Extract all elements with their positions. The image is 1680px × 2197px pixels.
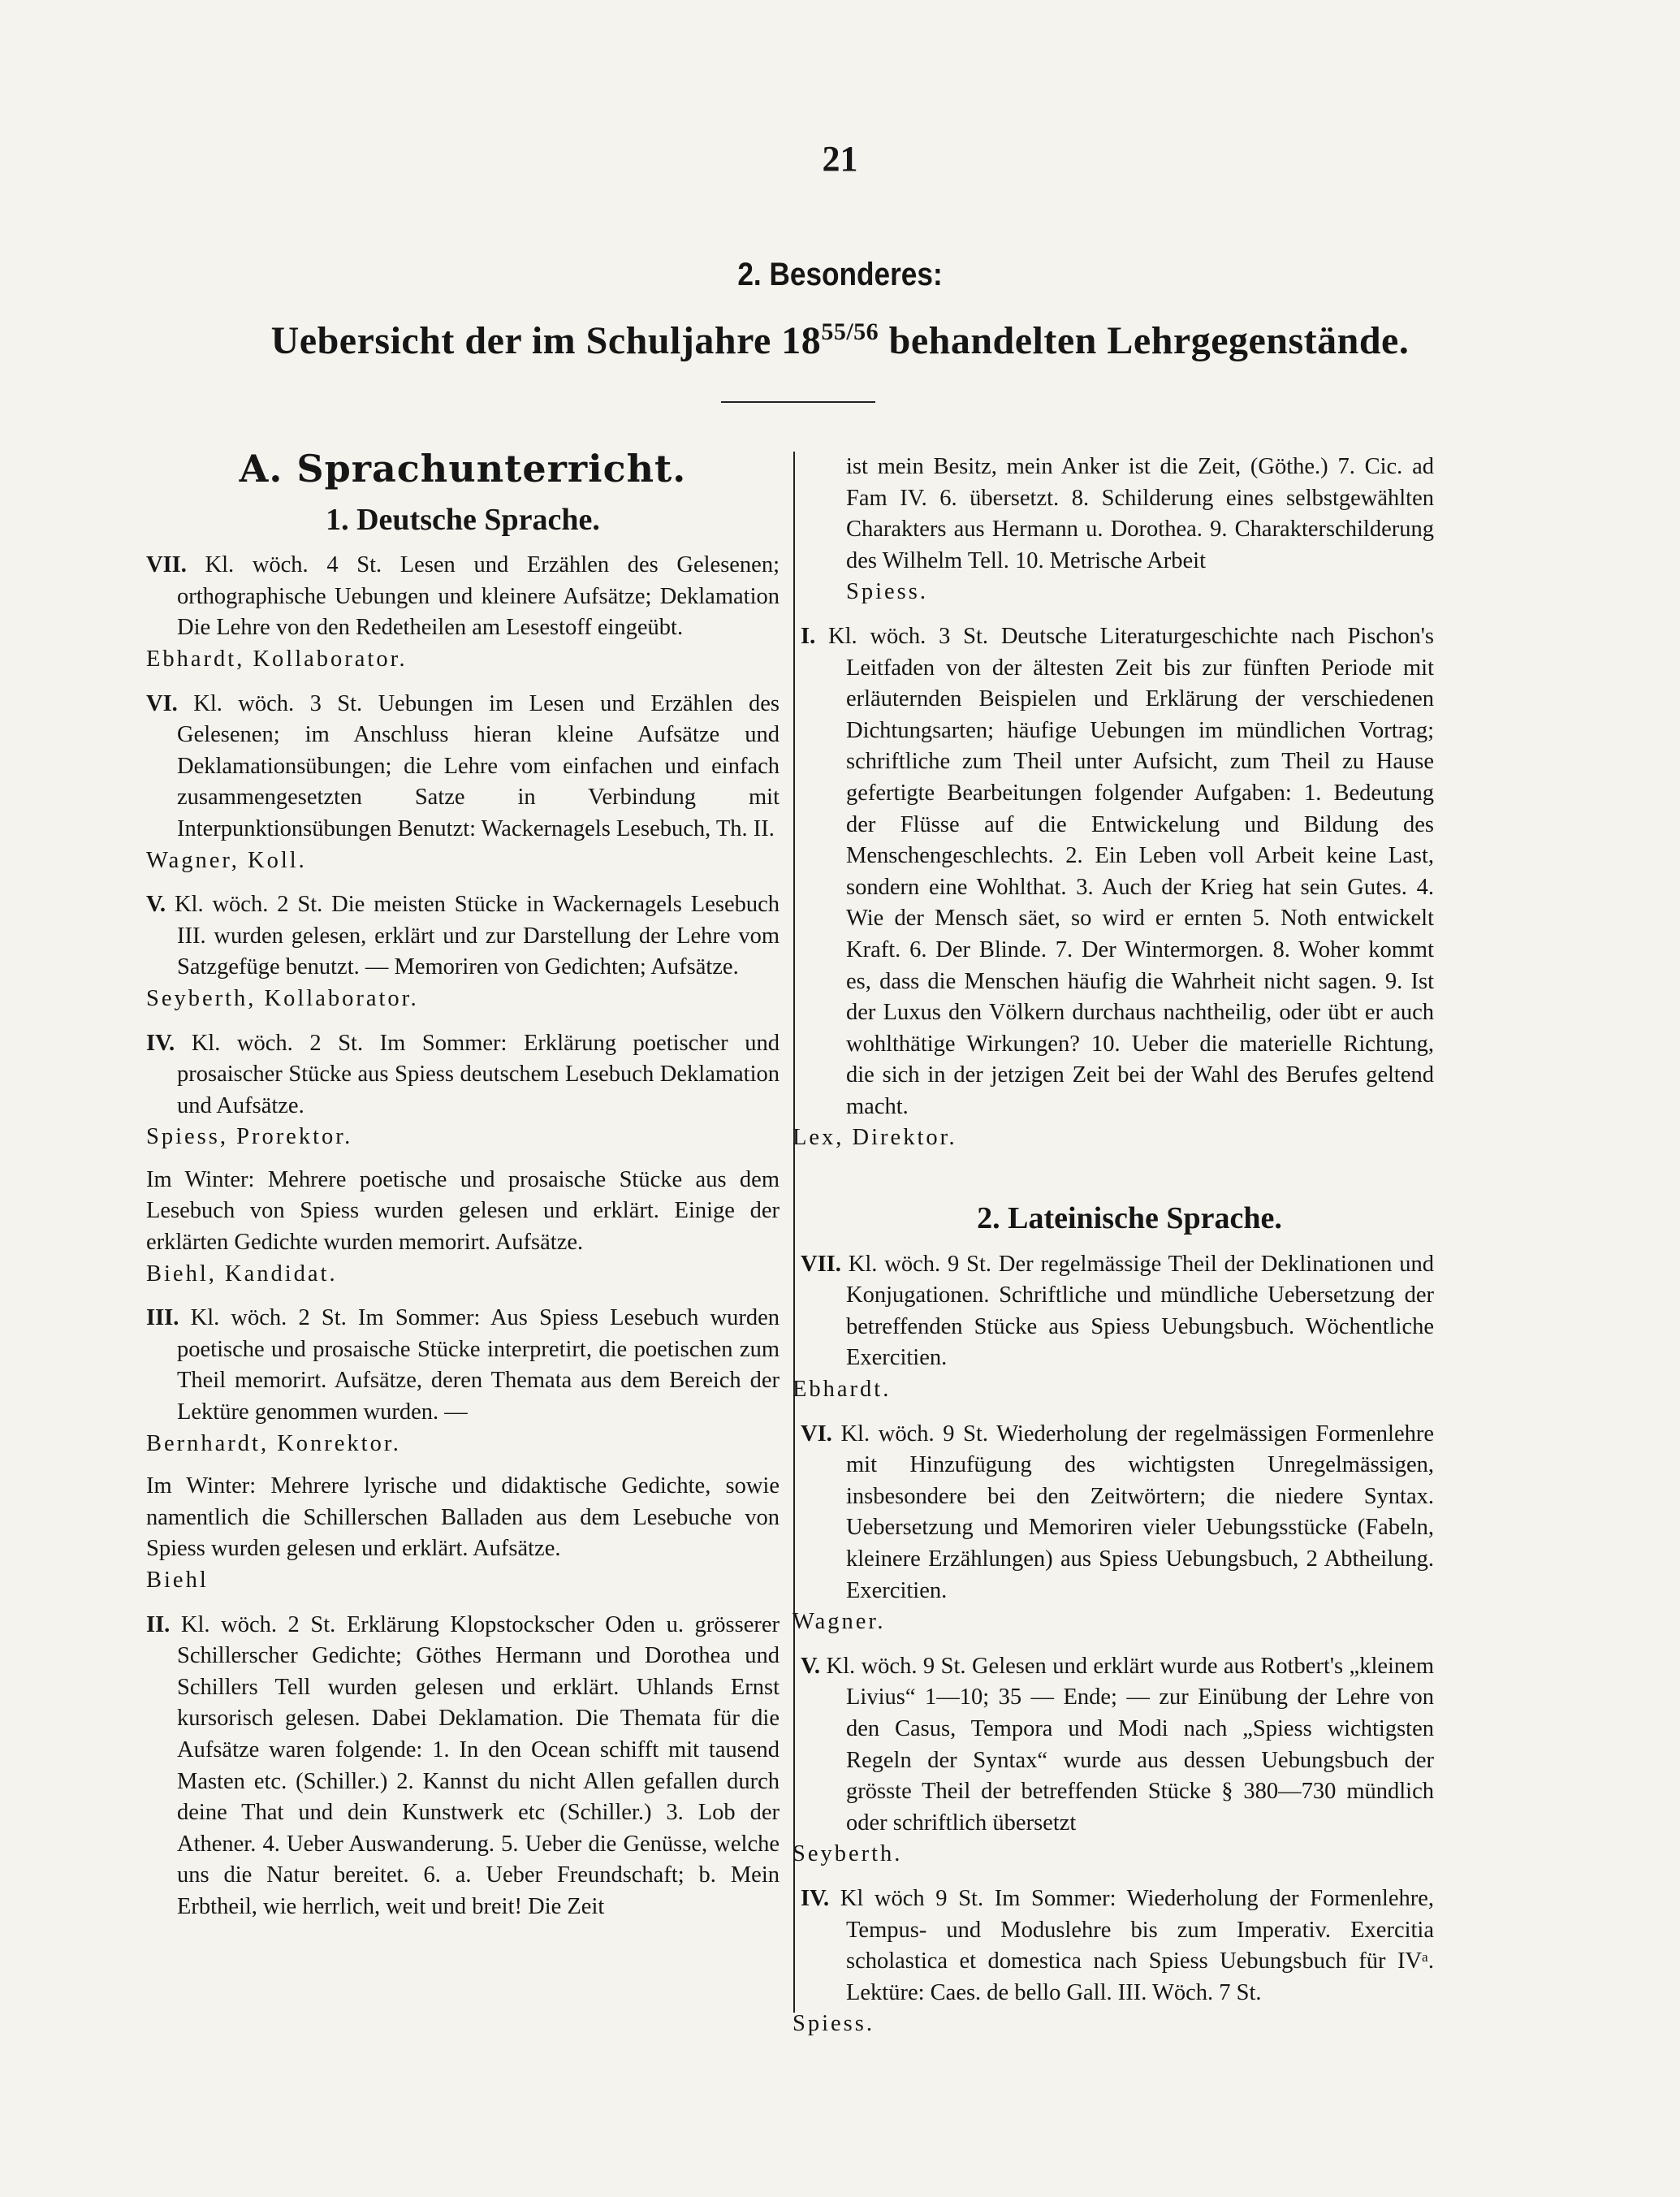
title-fraction: 55/56 xyxy=(821,318,879,345)
section-heading: 2. Besonderes: xyxy=(737,257,943,292)
entry-paragraph xyxy=(792,621,1434,1123)
title-after: behandelten Lehrgegenstände. xyxy=(879,319,1410,362)
entry-paragraph xyxy=(146,889,780,984)
class-label: IV. xyxy=(146,1030,175,1056)
winter-text: Im Winter: Mehrere lyrische und didaktische Gedichte, sowie namentlich die Schillerschen Balladen aus dem Lesebuche von Spiess wurden gelesen und erklärt. Aufsätze. xyxy=(146,1473,780,1562)
teacher-signature: Seyberth, Kollaborator. xyxy=(146,985,419,1011)
entry-latein-v xyxy=(792,1651,1434,1870)
entry-text: Kl. wöch. 2 St. Im Sommer: Erklärung poetischer und prosaischer Stücke aus Spiess deutschem Lesebuch Deklamation und Aufsätze. xyxy=(177,1030,780,1118)
teacher-signature: Spiess. xyxy=(792,2011,875,2037)
main-heading: A. Sprachunterricht. xyxy=(239,447,687,491)
subheading-deutsche-sprache: 1. Deutsche Sprache. xyxy=(326,502,600,537)
entry-paragraph xyxy=(146,689,780,845)
entry-paragraph xyxy=(146,1028,780,1122)
entry-paragraph xyxy=(792,1419,1434,1607)
entry-text: Kl. wöch. 9 St. Wiederholung der regelmässigen Formenlehre mit Hinzufügung des wichtigsten Unregelmässigen, insbesondere bei den Zeitwörtern; die niedere Syntax. Uebersetzung und Memoriren vieler Uebungsstücke (Fabeln, kleinere Erzählungen) aus Spiess Uebungsbuch, 2 Abtheilung. Exercitien. xyxy=(840,1421,1435,1603)
continuation-block xyxy=(792,452,1434,608)
entry-deutsch-vi xyxy=(146,689,780,877)
entry-text: Kl wöch 9 St. Im Sommer: Wiederholung der Formenlehre, Tempus- und Moduslehre bis zum Imperativ. Exercitia scholastica et domestica nach Spiess Uebungsbuch für IVᵃ. Lektüre: Caes. de bello Gall. III. Wöch. 7 St. xyxy=(840,1885,1434,2005)
entry-text: Kl. wöch. 2 St. Im Sommer: Aus Spiess Lesebuch wurden poetische und prosaische Stücke interpretirt, die poetischen zum Theil memorirt. Aufsätze, deren Themata aus dem Bereich der Lektüre genommen wurden. — xyxy=(177,1305,780,1425)
page-number: 21 xyxy=(822,139,858,179)
entry-deutsch-vii xyxy=(146,550,780,675)
entry-latein-vii xyxy=(792,1249,1434,1406)
divider-rule xyxy=(721,401,875,403)
teacher-signature: Ebhardt, Kollaborator. xyxy=(146,646,408,672)
entry-paragraph xyxy=(146,1303,780,1428)
class-label: I. xyxy=(801,623,816,649)
entry-paragraph xyxy=(146,1610,780,1923)
teacher-signature: Wagner. xyxy=(792,1609,886,1635)
entry-paragraph xyxy=(792,1651,1434,1840)
class-label: V. xyxy=(801,1653,821,1679)
entry-paragraph xyxy=(792,1883,1434,2009)
title-before: Uebersicht der im Schuljahre 18 xyxy=(270,319,822,362)
class-label: VI. xyxy=(801,1421,832,1447)
teacher-signature: Bernhardt, Konrektor. xyxy=(146,1430,401,1456)
entry-deutsch-ii xyxy=(146,1610,780,1923)
teacher-signature: Biehl, Kandidat. xyxy=(146,1261,338,1287)
teacher-signature: Seyberth. xyxy=(792,1841,903,1867)
entry-paragraph xyxy=(146,550,780,644)
entry-latein-vi xyxy=(792,1419,1434,1638)
teacher-signature: Lex, Direktor. xyxy=(792,1125,957,1151)
class-label: VI. xyxy=(146,690,178,716)
class-label: III. xyxy=(146,1305,179,1331)
subheading-lateinische-sprache: 2. Lateinische Sprache. xyxy=(977,1201,1282,1236)
entry-text: Kl. wöch. 3 St. Deutsche Literaturgeschichte nach Pischon's Leitfaden von der ältesten Zeit bis zur fünften Periode mit erläuternden Beispielen und Erklärung der verschiedenen Dichtungsarten; häufige Uebungen im mündlichen Vortrag; schriftliche zum Theil unter Aufsicht, zum Theil zu Hause gefertigte Bearbeitungen folgender Aufgaben: 1. Bedeutung der Flüsse auf die Entwickelung und Bildung des Menschengeschlechts. 2. Ein Leben voll Arbeit keine Last, sondern eine Wohlthat. 3. Auch der Krieg hat sein Gutes. 4. Wie der Mensch säet, so wird er ernten 5. Noth entwickelt Kraft. 6. Der Blinde. 7. Der Wintermorgen. 8. Woher kommt es, dass die Menschen häufig die Wahrheit nicht sagen. 9. Ist der Luxus den Völkern durchaus nachtheilig, oder übt er auch wohlthätige Wirkungen? 10. Ueber die materielle Richtung, die sich in der jetzigen Zeit bei der Wahl des Berufes geltend macht. xyxy=(828,623,1434,1119)
class-label: V. xyxy=(146,892,166,918)
winter-text: Im Winter: Mehrere poetische und prosaische Stücke aus dem Lesebuch von Spiess wurden gelesen und erklärt. Einige der erklärten Gedichte wurden memorirt. Aufsätze. xyxy=(146,1166,780,1256)
entry-text: Kl. wöch. 2 St. Die meisten Stücke in Wackernagels Lesebuch III. wurden gelesen, erklärt und zur Darstellung der Lehre vom Satzgefüge benutzt. — Memoriren von Gedichten; Aufsätze. xyxy=(174,892,780,980)
teacher-signature: Spiess. xyxy=(846,579,928,605)
teacher-signature: Wagner, Koll. xyxy=(146,847,307,873)
teacher-signature: Biehl xyxy=(146,1568,209,1593)
entry-text: Kl. wöch. 9 St. Der regelmässige Theil der Deklinationen und Konjugationen. Schriftliche und mündliche Uebersetzung der betreffenden Stücke aus Spiess Uebungsbuch. Wöchentliche Exercitien. xyxy=(846,1251,1434,1371)
right-column xyxy=(792,452,1434,2053)
entry-text: Kl. wöch. 2 St. Erklärung Klopstockscher Oden u. grösserer Schillerscher Gedichte; Göthes Hermann und Dorothea und Schillers Tell wurden gelesen und erklärt. Uhlands Ernst kursorisch gelesen. Dabei Deklamation. Die Themata für die Aufsätze waren folgende: 1. In den Ocean schifft mit tausend Masten etc. (Schiller.) 2. Kannst du nicht Allen gefallen durch deine That und dein Kunstwerk etc (Schiller.) 3. Lob der Athener. 4. Ueber Auswanderung. 5. Ueber die Genüsse, welche uns die Natur bereitet. 6. a. Ueber Freundschaft; b. Mein Erbtheil, wie herrlich, weit und breit! Die Zeit xyxy=(177,1611,780,1919)
teacher-signature: Spiess, Prorektor. xyxy=(146,1124,353,1150)
teacher-signature: Ebhardt. xyxy=(792,1377,892,1403)
class-label: VII. xyxy=(801,1251,841,1277)
entry-text: Kl. wöch. 4 St. Lesen und Erzählen des Gelesenen; orthographische Uebungen und kleinere Aufsätze; Deklamation Die Lehre von den Redetheilen am Lesestoff eingeübt. xyxy=(177,552,780,641)
entry-deutsch-v xyxy=(146,889,780,1014)
entry-text: Kl. wöch. 9 St. Gelesen und erklärt wurde aus Rotbert's „kleinem Livius“ 1—10; 35 — Ende; — zur Einübung der Lehre von den Casus, Tempora und Modi nach „Spiess wichtigsten Regeln der Syntax“ wurde aus dessen Uebungsbuch der grösste Theil der betreffenden Stücke § 380—730 mündlich oder schriftlich übersetzt xyxy=(826,1653,1435,1836)
entry-deutsch-i xyxy=(792,621,1434,1154)
class-label: IV. xyxy=(801,1885,830,1911)
entry-deutsch-iv xyxy=(146,1028,780,1291)
class-label: II. xyxy=(146,1611,171,1637)
entry-paragraph xyxy=(792,1249,1434,1374)
page-title xyxy=(0,318,1680,363)
left-column xyxy=(146,447,780,1936)
entry-latein-iv xyxy=(792,1883,1434,2040)
entry-deutsch-iii xyxy=(146,1303,780,1596)
entry-text: Kl. wöch. 3 St. Uebungen im Lesen und Erzählen des Gelesenen; im Anschluss hieran kleine Aufsätze und Deklamationsübungen; die Lehre vom einfachen und einfach zusammengesetzten Satze in Verbindung mit Interpunktionsübungen Benutzt: Wackernagels Lesebuch, Th. II. xyxy=(177,690,780,841)
class-label: VII. xyxy=(146,552,187,578)
continuation-text: ist mein Besitz, mein Anker ist die Zeit, (Göthe.) 7. Cic. ad Fam IV. 6. übersetzt. 8. Schilderung eines selbstgewählten Charakters aus Hermann u. Dorothea. 9. Charakterschilderung des Wilhelm Tell. 10. Metrische Arbeit xyxy=(846,454,1434,573)
